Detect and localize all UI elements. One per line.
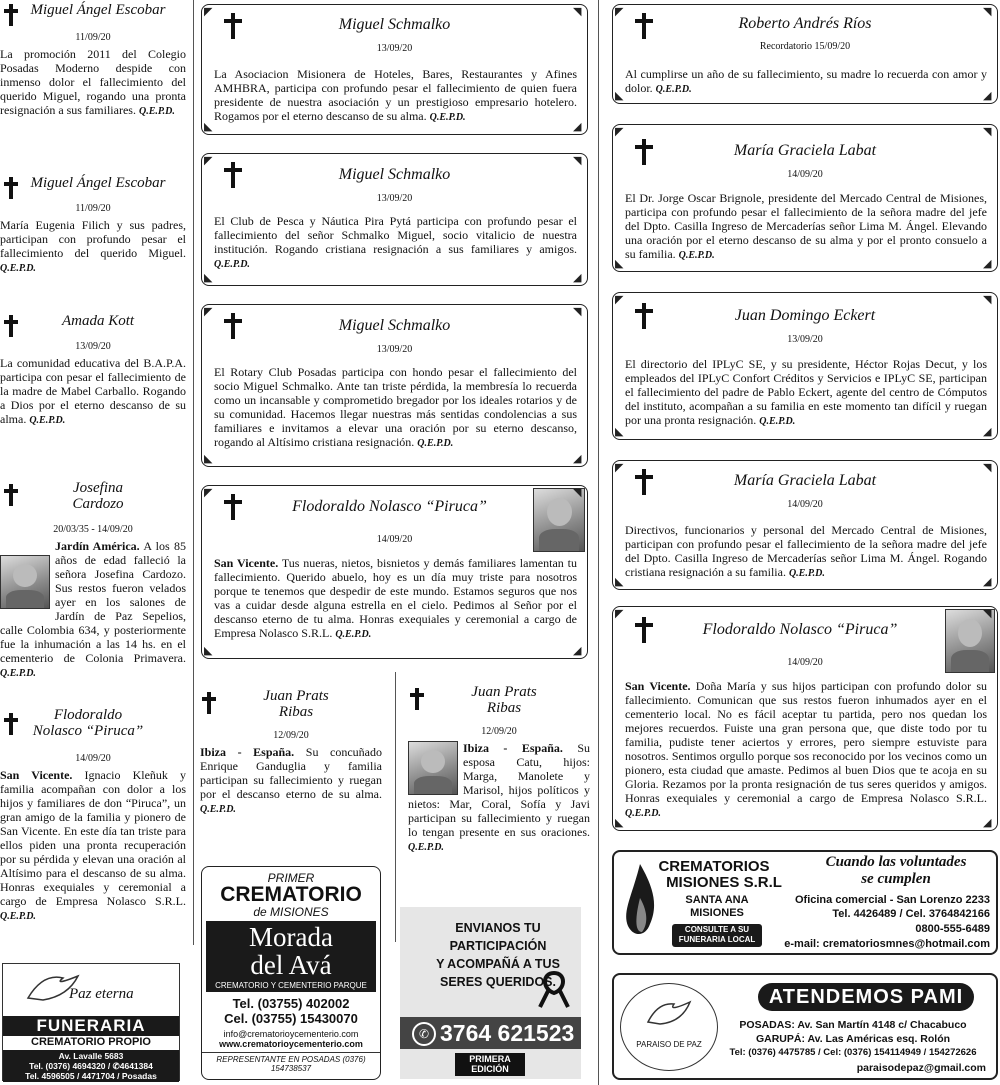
obituary-entry [0,313,186,428]
corner-ornament-icon: ◥ [983,126,992,138]
paz-eterna-logo [3,968,179,1012]
obituary-date: 20/03/35 - 14/09/20 [53,524,133,535]
corner-ornament-icon: ◢ [573,121,582,133]
ad-email: info@crematorioycementerio.com [223,1029,359,1039]
ad-address: Av. Lavalle 5683 [58,1051,124,1061]
corner-ornament-icon: ◥ [983,294,992,306]
obituary-text [0,218,186,276]
deceased-name: María Graciela Labat [733,472,877,489]
qepd: Q.E.P.D. [408,842,444,853]
ad-phone: Tel. 4596505 / 4471704 / Posadas [25,1071,157,1081]
ad-phone: Tel. (0376) 4694320 / ✆4641384 [29,1061,153,1071]
obituary-body: La Asociacion Misionera de Hoteles, Bares, Restaurantes y Afines AMHBRA, participa con profundo pesar el fallecimiento de quien fuera presidente de nuestra asociación y un prestigioso empresario hotelero. Rogamos por el eterno descanso de su alma. [214,67,577,123]
obituary-body: Su esposa Catu, hijos: Marga, Manolete y Marisol, hijos políticos y nietos: Mar, Coral, Sofía y Javi participan su fallecimiento y ruegan lo tengan presente en sus oraciones. [408,741,591,839]
obituary-date: 13/09/20 [376,43,413,54]
ad-location: MISIONES [690,907,744,919]
obituary-text [200,745,382,817]
corner-ornament-icon: ◣ [204,121,213,133]
obituary-text [0,768,186,924]
ad-phone: Tel: (0376) 4475785 / Cel: (0376) 154114949 / 154272626 [729,1047,977,1058]
ad-subtitle: CREMATORIO PROPIO [31,1036,151,1048]
qepd: Q.E.P.D. [417,438,454,449]
corner-ornament-icon: ◣ [615,576,624,588]
corner-ornament-icon: ◤ [204,487,213,499]
corner-ornament-icon: ◢ [983,90,992,102]
deceased-name: Miguel Ángel Escobar [30,175,166,191]
obituary-entry [0,2,186,119]
phone-bar [400,1017,581,1049]
corner-ornament-icon: ◣ [204,645,213,657]
obituary-body: Ignacio Kleñuk y familia acompañan con dolor a los hijos y familiares de don “Piruca”, un gran amigo de la familia y pionero de San Vicente. En este día tan triste para ellos piden una pronta recuperación por su pérdida y elevan una oración al Altísimo para el descanso de su alma. Honras exequiales y ceremonial a cargo de Empresa Nolasco S.R.L. [0,768,186,908]
cross-icon [4,315,18,337]
brand-line: PRIMERA [469,1054,511,1064]
qepd: Q.E.P.D. [214,259,250,270]
ad-slogan [806,854,986,888]
obituary-text [625,523,987,581]
obituary-date: Recordatorio 15/09/20 [759,41,851,52]
corner-ornament-icon: ◥ [573,487,582,499]
brand-name: Morada [249,922,333,952]
badge-line: CONSULTE A SU [684,925,750,934]
corner-ornament-icon: ◤ [615,462,624,474]
cross-icon [635,139,653,165]
corner-ornament-icon: ◤ [204,6,213,18]
obituary-box [201,304,588,467]
obituary-date: 11/09/20 [75,203,111,214]
ad-contact [3,1050,179,1082]
location-lead: San Vicente. [625,679,691,693]
brand-name: MISIONES S.R.L [666,874,782,891]
obituary-text [214,365,577,451]
column-divider [193,0,194,945]
cross-icon [202,692,216,714]
obituary-body: La comunidad educativa del B.A.P.A. participa con pesar el fallecimiento de la madre de Mabel Carballo. Rogando a Dios por el eterno descanso de su alma. [0,356,186,426]
deceased-name: Miguel Schmalko [338,166,451,183]
corner-ornament-icon: ◣ [615,817,624,829]
corner-ornament-icon: ◢ [983,576,992,588]
obituary-text [0,47,186,119]
brand-name: del Avá [250,950,332,980]
ad-line: SERES QUERIDOS. [440,975,556,989]
qepd: Q.E.P.D. [429,112,466,123]
corner-ornament-icon: ◤ [204,306,213,318]
obituary-box [201,153,588,286]
corner-ornament-icon: ◢ [983,817,992,829]
qepd: Q.E.P.D. [0,911,36,922]
deceased-photo [0,555,50,609]
obituary-box [201,4,588,135]
corner-ornament-icon: ◢ [573,272,582,284]
qepd: Q.E.P.D. [0,668,36,679]
cross-icon [224,313,242,339]
obituary-body: María Eugenia Filich y sus padres, participan con profundo pesar el fallecimiento del querido Miguel. [0,218,186,260]
qepd: Q.E.P.D. [625,808,661,819]
obituary-body: Doña María y sus hijos participan con profundo dolor su fallecimiento. Comunican que sus restos fueron inhumados ayer en el cementerio local. No es fácil aceptar tu partida, pero nos quedan los mejores recuerdos. Fuiste una gran persona que, que diste todo por tu familia, pudiste tener aciertos y errores, pero siempre estuviste para nosotros. Sentimos orgullo porque sos reconocido por los vecinos como un pionero, esta ciudad que amaste. Pedimos al buen Dios que te acoja en su Gloria. Rezamos por la pronta resignación de tus seres queridos y amigos. Honras exequiales y ceremonial a cargo de Empresa Nolasco S.R.L. [625,679,987,805]
ad-title: FUNERARIA [3,1016,179,1036]
obituary-body: El Club de Pesca y Náutica Pira Pytá participa con profundo pesar el fallecimiento del señor Schmalko Miguel, socio vitalicio de nuestra institución. Rogando cristiana resignación a sus familiares y amigos. [214,214,577,256]
corner-ornament-icon: ◤ [615,6,624,18]
consult-badge [672,924,762,947]
ad-kicker: PRIMER [267,871,315,885]
corner-ornament-icon: ◥ [573,6,582,18]
brand-band: CREMATORIO Y CEMENTERIO PARQUE [215,981,367,990]
corner-ornament-icon: ◢ [573,645,582,657]
location-lead: Ibiza - España. [463,741,563,755]
ad-line: Y ACOMPAÑÁ A TUS [436,957,560,971]
cross-icon [224,13,242,39]
ad-location: SANTA ANA [685,894,749,906]
location-lead: Ibiza - España. [200,745,295,759]
badge-line: FUNERARIA LOCAL [678,935,756,944]
obituary-body: Directivos, funcionarios y personal del Mercado Central de Misiones, participan con profundo pesar el fallecimiento de la señora madre del jefe del Dpto. Casilla Ingreso de Mercaderías señor Lima M. Ángel. Rogando cristiana resignación a su familia. [625,523,987,579]
obituary-entry [0,480,186,681]
ad-website: www.crematorioycementerio.com [219,1039,363,1049]
ad-line: PARTICIPACIÓN [449,939,547,953]
deceased-name: Flodoraldo Nolasco “Piruca” [702,621,898,638]
obituary-box [612,4,998,104]
qepd: Q.E.P.D. [138,106,175,117]
obituary-date: 11/09/20 [75,32,111,43]
obituary-box [612,460,998,590]
column-divider [598,0,599,1085]
ad-title: CREMATORIO [220,883,362,906]
ad-phone: Tel. (03755) 402002 [232,996,350,1011]
deceased-name: Miguel Ángel Escobar [30,2,166,18]
corner-ornament-icon: ◤ [615,126,624,138]
corner-ornament-icon: ◤ [615,294,624,306]
obituary-text [625,67,987,97]
brand-logo [455,1053,525,1076]
ad-email: e-mail: crematoriosmnes@hotmail.com [784,938,990,950]
obituary-text [625,191,987,263]
obituary-text [214,556,577,642]
deceased-name: Miguel Schmalko [338,317,451,334]
obituary-date: 14/09/20 [787,169,823,180]
cross-icon [635,617,653,643]
ad-banner: ATENDEMOS PAMI [758,983,974,1011]
obituary-entry [200,688,382,817]
obituary-text [214,214,577,272]
obituary-text [0,356,186,428]
qepd: Q.E.P.D. [759,416,796,427]
deceased-photo [408,741,458,795]
ad-address: Oficina comercial - San Lorenzo 2233 [794,894,990,906]
dove-icon [644,996,694,1032]
obituary-body: La promoción 2011 del Colegio Posadas Moderno despide con inmenso dolor el fallecimiento del querido Miguel, rogando una pronta resignación a sus familiares. [0,47,186,117]
obituary-date: 14/09/20 [787,657,823,668]
location-lead: San Vicente. [214,556,279,570]
deceased-name: Juan Prats Ribas [471,684,537,716]
deceased-name: Josefina Cardozo [72,480,124,512]
obituary-text [625,357,987,429]
logo-text: Paz eterna [69,986,134,1002]
obituary-date: 14/09/20 [376,534,413,545]
slogan-line: se cumplen [861,871,931,887]
corner-ornament-icon: ◥ [983,462,992,474]
obituary-date: 12/09/20 [273,730,309,741]
obituary-body: El directorio del IPLyC SE, y su presidente, Héctor Rojas Decut, y los empleados del IPLyC Confort Créditos y Servicios e IPLyC SE, participan el fallecimiento del padre de Pablo Eckert, agente del centro de Cómputos del instituto, acompañan a su familia en este momento tan difícil y ruegan por una pronta resignación. [625,357,987,427]
corner-ornament-icon: ◢ [983,426,992,438]
obituary-date: 13/09/20 [376,193,413,204]
qepd: Q.E.P.D. [678,250,715,261]
obituary-date: 14/09/20 [75,753,111,764]
obituary-date: 13/09/20 [376,344,413,355]
corner-ornament-icon: ◤ [204,155,213,167]
obituary-box [612,292,998,440]
qepd: Q.E.P.D. [29,415,66,426]
ad-phone: Tel. 4426489 / Cel. 3764842166 [832,908,990,920]
ad-address: GARUPÁ: Av. Las Américas esq. Rolón [755,1033,951,1045]
qepd: Q.E.P.D. [200,804,236,815]
qepd: Q.E.P.D. [655,84,692,95]
ad-crematorios-misiones [612,850,998,955]
obituary-text [625,679,987,821]
obituary-entry [408,684,590,855]
ad-morada-del-ava [201,866,381,1080]
obituary-box [612,606,998,831]
corner-ornament-icon: ◤ [615,608,624,620]
corner-ornament-icon: ◣ [204,272,213,284]
ad-phone: 0800-555-6489 [915,923,990,935]
cross-icon [635,303,653,329]
deceased-name: Amada Kott [61,313,135,329]
cross-icon [4,177,18,199]
ad-paz-eterna [2,963,180,1081]
qepd: Q.E.P.D. [335,629,372,640]
logo-text: PARAISO DE PAZ [636,1040,702,1049]
corner-ornament-icon: ◢ [983,258,992,270]
obituary-body: Su concuñado Enrique Ganduglia y familia participan su fallecimiento y ruegan por el descanso eterno de su alma. [200,745,382,801]
corner-ornament-icon: ◣ [615,90,624,102]
obituary-body: Tus nueras, nietos, bisnietos y demás familiares lamentan tu fallecimiento. Querido abuelo, hoy es un día muy triste para nosotros porque te tenemos que despedir de este mundo. Estamos seguros que nos vas a cuidar desde alguna estrella en el cielo. Pedimos al Señor por el descanso eterno de tu alma. Honras exequiales y ceremonial a cargo de Empresa Nolasco S.R.L. [214,556,577,640]
ad-phone: Cel. (03755) 15430070 [224,1011,358,1026]
cross-icon [224,494,242,520]
ad-phone: 3764 621523 [440,1020,575,1046]
obituary-entry [0,175,186,276]
deceased-name: Juan Prats Ribas [263,688,329,720]
cross-icon [224,162,242,188]
deceased-name: María Graciela Labat [733,142,877,159]
obituary-box [201,485,588,659]
obituary-box [612,124,998,272]
column-divider [395,672,396,942]
obituary-entry [0,707,186,924]
corner-ornament-icon: ◥ [983,608,992,620]
corner-ornament-icon: ◣ [615,426,624,438]
cross-icon [635,469,653,495]
deceased-name: Miguel Schmalko [338,16,451,33]
qepd: Q.E.P.D. [0,263,36,274]
deceased-name: Flodoraldo Nolasco “Piruca” [292,498,487,515]
obituary-date: 13/09/20 [75,341,111,352]
obituary-date: 12/09/20 [481,726,517,737]
slogan-line: Cuando las voluntades [825,854,967,870]
deceased-name: Juan Domingo Eckert [734,307,876,324]
cross-icon [4,484,18,506]
obituary-body: A los 85 años de edad falleció la señora Josefina Cardozo. Sus restos fueron velados ayer en los salones de Jardín de Paz Sepelios, calle Colombia 634, y posteriormente fue la inhumación a las 14 hs. en el cementerio de Colonia Primavera. [0,539,186,665]
obituary-date: 13/09/20 [787,334,823,345]
corner-ornament-icon: ◥ [573,306,582,318]
logo-circle [620,983,718,1071]
ad-footer: REPRESENTANTE EN POSADAS (0376) 154738537 [202,1052,380,1073]
cross-icon [4,4,18,26]
corner-ornament-icon: ◢ [573,453,582,465]
deceased-name: Flodoraldo Nolasco “Piruca” [32,707,144,739]
corner-ornament-icon: ◣ [204,453,213,465]
obituary-body: El Rotary Club Posadas participa con hondo pesar el fallecimiento del socio Miguel Schmalko. Ante tan triste pérdida, la membresía lo recuerda como un incansable y comprometido bregador por los ideales rotarios y de su comunidad. Hacemos llegar nuestras más sentidas condolencias a sus familiares e invitamos a elevar una oración por su eterno descanso, rogando al Altísimo cristiana resignación. [214,365,577,449]
ad-address: POSADAS: Av. San Martín 4148 c/ Chacabuco [739,1019,967,1031]
obituary-body: Al cumplirse un año de su fallecimiento, su madre lo recuerda con amor y dolor. [625,67,987,95]
corner-ornament-icon: ◥ [573,155,582,167]
deceased-name: Roberto Andrés Ríos [738,15,872,32]
corner-ornament-icon: ◣ [615,258,624,270]
ad-subtitle: de MISIONES [253,905,329,919]
ad-brand-block [206,921,376,992]
location-lead: Jardín América. [55,539,140,553]
obituary-text [214,67,577,125]
brand-name: CREMATORIOS [658,858,770,875]
qepd: Q.E.P.D. [788,568,825,579]
cross-icon [635,13,653,39]
cross-icon [410,688,424,710]
ad-email: paraisodepaz@gmail.com [856,1062,986,1074]
corner-ornament-icon: ◥ [983,6,992,18]
ad-line: ENVIANOS TU [455,921,541,935]
ad-primera-edicion [400,907,581,1079]
whatsapp-icon: ✆ [412,1022,436,1046]
cross-icon [4,713,18,735]
ad-paraiso-de-paz [612,973,998,1080]
obituary-date: 14/09/20 [787,499,823,510]
location-lead: San Vicente. [0,768,73,782]
mourning-ribbon-icon [534,969,574,1009]
brand-line: EDICIÓN [471,1064,509,1074]
obituary-body: El Dr. Jorge Oscar Brignole, presidente del Mercado Central de Misiones, participa con profundo pesar el fallecimiento de la señora madre del jefe del Dpto. Casilla Ingreso de Mercaderías señor Lima M. Ángel. Elevando una oración por el eterno descanso de su alma y por el pronto consuelo a su familia. [625,191,987,261]
